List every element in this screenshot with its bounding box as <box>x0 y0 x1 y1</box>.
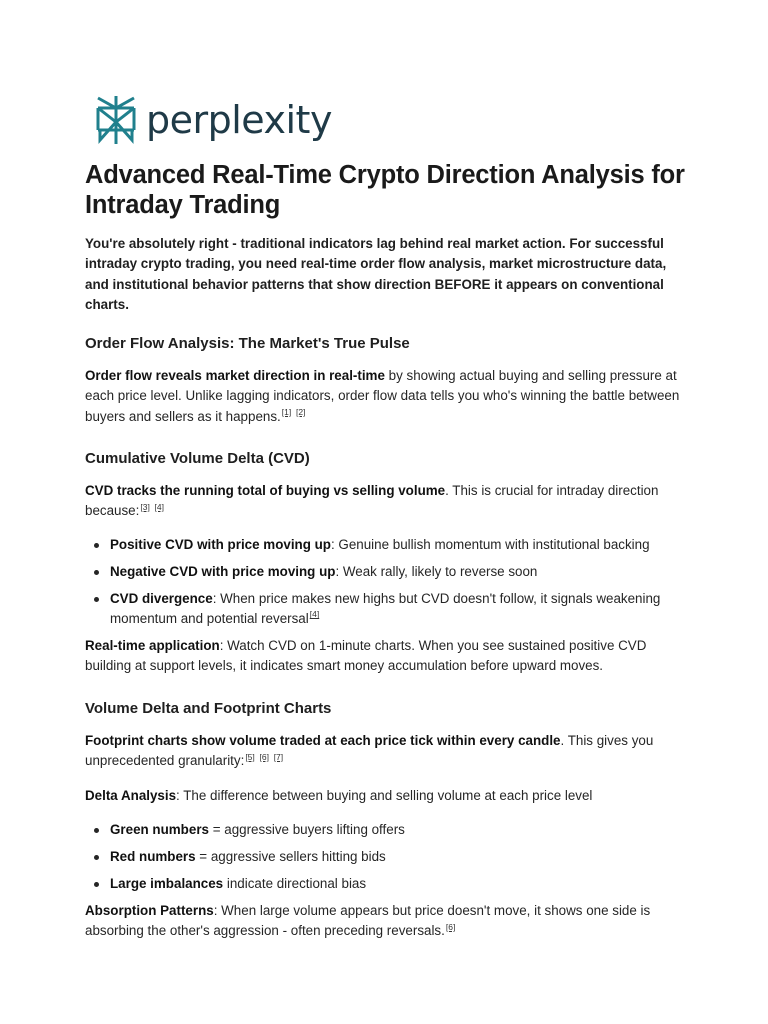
order-flow-paragraph <box>85 366 685 427</box>
bullet-bold: Red numbers <box>110 848 196 864</box>
heading-order-flow: Order Flow Analysis: The Market's True Pulse <box>85 335 410 352</box>
cvd-lead: CVD tracks the running total of buying vs selling volume <box>85 483 446 498</box>
bullet-text: : When price makes new highs but CVD doesn't follow, it signals weakening momentum and potential reversal <box>110 590 661 626</box>
citation-link[interactable]: [2] <box>295 407 306 418</box>
bullet-text: indicate directional bias <box>223 875 367 891</box>
heading-cvd: Cumulative Volume Delta (CVD) <box>85 450 310 467</box>
citation-link[interactable]: [3] <box>140 501 150 512</box>
citation-link[interactable]: [7] <box>273 751 284 762</box>
cvd-paragraph <box>85 481 685 522</box>
list-item <box>85 874 685 894</box>
footprint-paragraph <box>85 731 685 772</box>
list-item <box>85 589 685 630</box>
citation-link[interactable]: [1] <box>281 407 292 418</box>
cvd-text: . This is crucial for intraday direction because: <box>85 483 659 519</box>
order-flow-text: by showing actual buying and selling pressure at each price level. Unlike lagging indicators, order flow data tells you who's winning the battle between buyers and sellers as it happens. <box>85 368 680 424</box>
absorption-lead: Absorption Patterns <box>85 903 214 918</box>
footprint-bullet-list <box>85 820 685 900</box>
delta-analysis-lead: Delta Analysis <box>85 788 177 803</box>
cvd-application-lead: Real-time application <box>85 638 220 653</box>
delta-analysis-paragraph <box>85 786 685 806</box>
heading-footprint: Volume Delta and Footprint Charts <box>85 700 332 717</box>
citation-link[interactable]: [4] <box>309 609 320 620</box>
bullet-text: = aggressive sellers hitting bids <box>195 848 386 864</box>
cvd-bullet-list <box>85 535 685 636</box>
bullet-bold: CVD divergence <box>110 590 213 606</box>
perplexity-logo[interactable] <box>94 93 332 147</box>
cvd-application-text: : Watch CVD on 1-minute charts. When you see sustained positive CVD building at support levels, it indicates smart money accumulation before upward moves. <box>85 638 647 674</box>
citation-link[interactable]: [5] <box>245 751 255 762</box>
citation-link[interactable]: [4] <box>154 501 164 512</box>
footprint-lead: Footprint charts show volume traded at each price tick within every candle <box>85 733 561 748</box>
bullet-text: : Genuine bullish momentum with institutional backing <box>330 537 650 552</box>
bullet-bold: Large imbalances <box>110 875 224 891</box>
bullet-text: : Weak rally, likely to reverse soon <box>335 563 538 579</box>
bullet-bold: Negative CVD with price moving up <box>110 563 336 579</box>
bullet-text: = aggressive buyers lifting offers <box>208 822 405 837</box>
list-item <box>85 535 685 555</box>
absorption-paragraph <box>85 901 685 942</box>
page-title: Advanced Real-Time Crypto Direction Analysis for Intraday Trading <box>85 161 685 219</box>
order-flow-lead: Order flow reveals market direction in real-time <box>85 368 385 383</box>
delta-analysis-text: : The difference between buying and selling volume at each price level <box>176 788 593 803</box>
list-item <box>85 820 685 840</box>
bullet-bold: Positive CVD with price moving up <box>110 537 331 552</box>
citation-link[interactable]: [6] <box>445 921 456 932</box>
list-item <box>85 847 685 867</box>
intro-paragraph: You're absolutely right - traditional indicators lag behind real market action. For successful intraday crypto trading, you need real-time order flow analysis, market microstructure data, and institutional behavior patterns that show direction BEFORE it appears on conventional charts. <box>85 236 667 312</box>
brand-name: perplexity <box>146 98 332 142</box>
bullet-bold: Green numbers <box>110 822 209 837</box>
footprint-text: . This gives you unprecedented granularity: <box>85 733 654 769</box>
citation-link[interactable]: [6] <box>259 751 269 762</box>
list-item <box>85 562 685 582</box>
perplexity-logo-icon <box>94 94 138 146</box>
absorption-text: : When large volume appears but price doesn't move, it shows one side is absorbing the other's aggression - often preceding reversals. <box>85 903 651 939</box>
cvd-application-paragraph <box>85 636 685 677</box>
